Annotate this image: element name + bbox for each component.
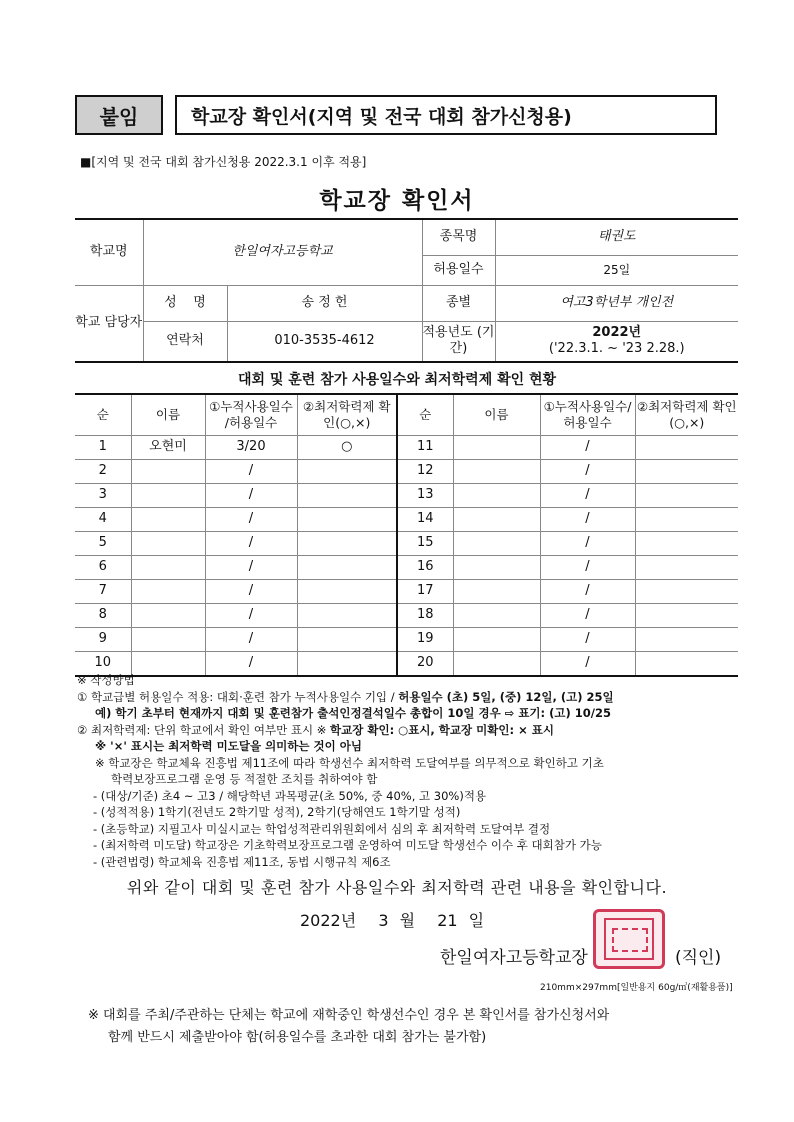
footer-note-line-2: 함께 반드시 제출받아야 함(허용일수를 초과한 대회 참가는 불가함) (108, 1030, 487, 1045)
row-name (131, 460, 205, 484)
row-name (131, 556, 205, 580)
detail-3: - (초등학교) 지필고사 미실시교는 학업성적관리위원회에서 심의 후 최저학력 도달여부 결정 (93, 821, 551, 836)
row-name (131, 508, 205, 532)
category-label: 종별 (422, 285, 495, 321)
row-name (131, 628, 205, 652)
note-1b: 예) 학기 초부터 현재까지 대회 및 훈련참가 출석인정결석일수 총합이 10일 경우 ⇨ 표기: (고) 10/25 (95, 706, 611, 720)
school-value: 한일여자고등학교 (143, 219, 422, 285)
row-no: 6 (75, 556, 131, 580)
row-check (297, 628, 397, 652)
confirm-date: 2022년 3 월 21 일 (300, 911, 485, 930)
row-days-right: / (540, 460, 635, 484)
table-row (75, 484, 738, 508)
roster-table (75, 393, 738, 677)
col-header-check: ②최저학력제 확인(○,×) (297, 394, 397, 436)
note-1a: ① 학교급별 허용일수 적용: 대회·훈련 참가 누적사용일수 기입 / 허용일수 (초) 5일, (중) 12일, (고) 25일 (77, 689, 614, 704)
row-check (297, 460, 397, 484)
row-check-right (635, 508, 738, 532)
detail-1: - (대상/기준) 초4 ~ 고3 / 해당학년 과목평균(초 50%, 중 40%, 고 30%)적용 (93, 788, 487, 803)
period-value: ('22.3.1. ~ '23 2.28.) (548, 341, 685, 357)
col-header-days: ①누적사용일수 /허용일수 (205, 394, 297, 436)
note-method: ※ 작성방법 (77, 673, 135, 687)
row-name-right (453, 532, 540, 556)
row-name: 오현미 (131, 436, 205, 460)
row-no-right: 19 (397, 628, 453, 652)
row-name-right (453, 628, 540, 652)
footer-note-line-1: ※ 대회를 주최/주관하는 단체는 학교에 재학중인 학생선수인 경우 본 확인서를 참가신청서와 (88, 1008, 610, 1023)
row-days-right: / (540, 508, 635, 532)
confirm-statement: 위와 같이 대회 및 훈련 참가 사용일수와 최저학력 관련 내용을 확인합니다. (126, 878, 668, 897)
row-days: / (205, 532, 297, 556)
note-2: ② 최저학력제: 단위 학교에서 확인 여부만 표시 ※ 학교장 확인: ○표시, 학교장 미확인: × 표시 (77, 722, 554, 737)
row-check-right (635, 532, 738, 556)
row-check-right (635, 436, 738, 460)
row-no: 9 (75, 628, 131, 652)
row-no: 2 (75, 460, 131, 484)
row-name-right (453, 484, 540, 508)
seal-label: (직인) (675, 948, 722, 968)
row-days: / (205, 628, 297, 652)
row-check-right (635, 556, 738, 580)
row-name-right (453, 508, 540, 532)
note-3: ※ '×' 표시는 최저학력 미도달을 의미하는 것이 아님 (95, 739, 362, 753)
year-label: 적용년도 (기간) (422, 321, 495, 362)
row-days: / (205, 508, 297, 532)
col-header-name: 이름 (131, 394, 205, 436)
row-no-right: 18 (397, 604, 453, 628)
row-name (131, 532, 205, 556)
row-days-right: / (540, 556, 635, 580)
table-row (75, 460, 738, 484)
document-title: 학교장 확인서 (319, 188, 475, 214)
notes-section (77, 672, 747, 870)
row-check (297, 604, 397, 628)
info-table (75, 218, 738, 363)
header-title: 학교장 확인서(지역 및 전국 대회 참가신청용) (175, 95, 717, 135)
row-no-right: 14 (397, 508, 453, 532)
row-days-right: / (540, 484, 635, 508)
row-no-right: 16 (397, 556, 453, 580)
row-days-right: / (540, 532, 635, 556)
footer-note (88, 1005, 748, 1049)
table-row (75, 556, 738, 580)
row-days-right: / (540, 628, 635, 652)
note-4b: 학력보장프로그램 운영 등 적절한 조치를 취하여야 함 (111, 772, 378, 786)
row-check-right (635, 604, 738, 628)
row-check-right (635, 460, 738, 484)
table-row (75, 580, 738, 604)
row-no-right: 12 (397, 460, 453, 484)
sport-value: 태권도 (495, 219, 738, 255)
row-no-right: 15 (397, 532, 453, 556)
row-no-right: 17 (397, 580, 453, 604)
row-no: 4 (75, 508, 131, 532)
table-row (75, 604, 738, 628)
row-name (131, 484, 205, 508)
row-no: 8 (75, 604, 131, 628)
row-days: 3/20 (205, 436, 297, 460)
row-check (297, 508, 397, 532)
row-days: / (205, 580, 297, 604)
row-name-right (453, 604, 540, 628)
allowed-days-value: 25일 (495, 255, 738, 285)
row-no: 5 (75, 532, 131, 556)
row-days: / (205, 460, 297, 484)
row-check (297, 556, 397, 580)
row-name-right (453, 580, 540, 604)
applies-note: ■[지역 및 전국 대회 참가신청용 2022.3.1 이후 적용] (80, 155, 367, 169)
col-header-name-right: 이름 (453, 394, 540, 436)
row-name (131, 604, 205, 628)
row-check (297, 532, 397, 556)
detail-4: - (최저학력 미도달) 학교장은 기초학력보장프로그램 운영하여 미도달 학생선수 이수 후 대회참가 가능 (93, 838, 602, 852)
row-name-right (453, 436, 540, 460)
year-value: 2022년 (592, 325, 642, 340)
row-no-right: 13 (397, 484, 453, 508)
attachment-tag: 붙임 (75, 95, 163, 135)
col-header-days-right: ①누적사용일수/ 허용일수 (540, 394, 635, 436)
row-days-right: / (540, 580, 635, 604)
paper-spec: 210mm×297mm[일반용지 60g/㎡(재활용품)] (540, 983, 733, 993)
row-no-right: 11 (397, 436, 453, 460)
row-check-right (635, 580, 738, 604)
sport-label: 종목명 (422, 219, 495, 255)
school-label: 학교명 (75, 219, 143, 285)
signer-name: 한일여자고등학교장 (440, 948, 588, 968)
row-check-right (635, 484, 738, 508)
row-no: 10 (75, 652, 131, 677)
col-header-no: 순 (75, 394, 131, 436)
row-name (131, 580, 205, 604)
table-row (75, 508, 738, 532)
row-days: / (205, 604, 297, 628)
row-days: / (205, 652, 297, 677)
year-cell (495, 321, 738, 362)
roster-title: 대회 및 훈련 참가 사용일수와 최저학력제 확인 현황 (237, 372, 557, 388)
row-no-right: 20 (397, 652, 453, 677)
note-4a: ※ 학교장은 학교체육 진흥법 제11조에 따라 학생선수 최저학력 도달여부를 의무적으로 확인하고 기초 (95, 755, 604, 770)
row-days-right: / (540, 652, 635, 677)
table-row (75, 628, 738, 652)
table-row (75, 532, 738, 556)
manager-label: 학교 담당자 (75, 285, 143, 362)
allowed-days-label: 허용일수 (422, 255, 495, 285)
col-header-no-right: 순 (397, 394, 453, 436)
table-row (75, 436, 738, 460)
row-check (297, 580, 397, 604)
row-days-right: / (540, 436, 635, 460)
contact-label: 연락처 (143, 321, 227, 362)
row-days-right: / (540, 604, 635, 628)
col-header-check-right: ②최저학력제 확인(○,×) (635, 394, 738, 436)
detail-2: - (성적적용) 1학기(전년도 2학기말 성적), 2학기(당해연도 1학기말 성적) (93, 805, 461, 819)
name-label: 성 명 (143, 285, 227, 321)
category-value: 여고3학년부 개인전 (495, 285, 738, 321)
row-check-right (635, 628, 738, 652)
row-no: 1 (75, 436, 131, 460)
row-days: / (205, 556, 297, 580)
row-no: 3 (75, 484, 131, 508)
row-name-right (453, 460, 540, 484)
detail-5: - (관련법령) 학교체육 진흥법 제11조, 동법 시행규칙 제6조 (93, 854, 391, 869)
row-check (297, 484, 397, 508)
contact-value: 010-3535-4612 (227, 321, 422, 362)
row-no: 7 (75, 580, 131, 604)
row-check: ○ (297, 436, 397, 460)
name-value: 송 정 헌 (227, 285, 422, 321)
official-seal (593, 909, 665, 969)
row-days: / (205, 484, 297, 508)
row-name-right (453, 556, 540, 580)
